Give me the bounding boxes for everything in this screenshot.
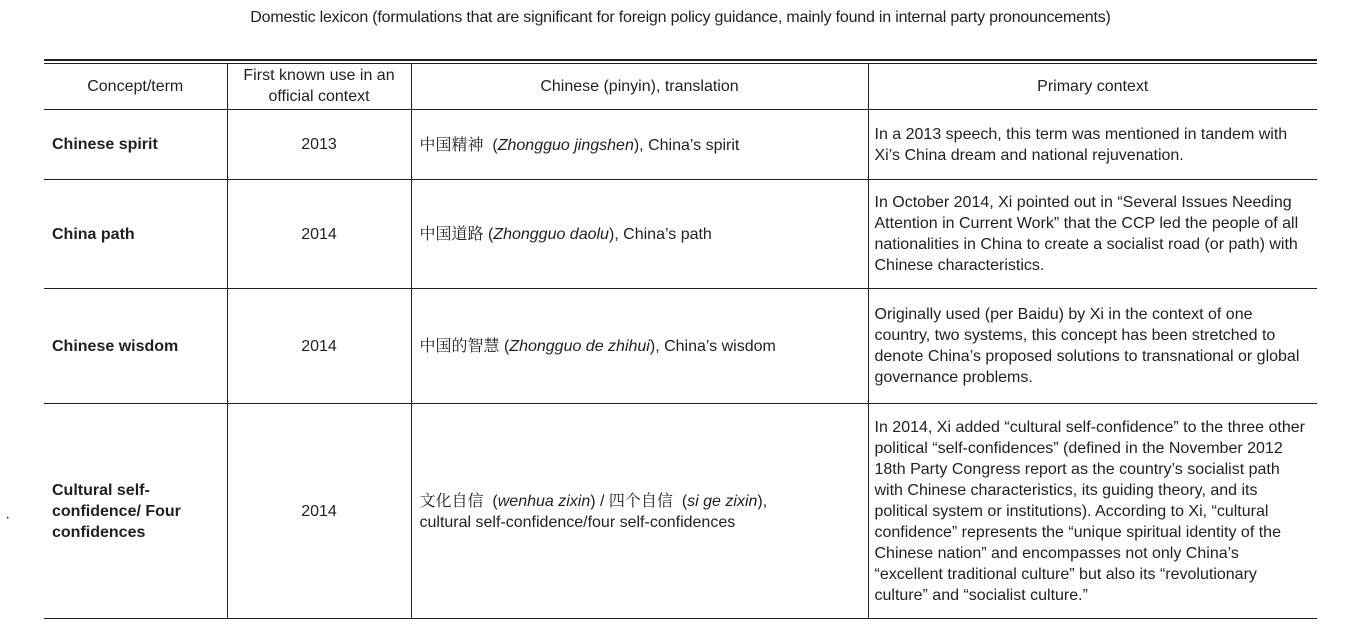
year-cell: 2014 bbox=[227, 180, 411, 289]
chinese-cell: 中国道路 (Zhongguo daolu), China’s path bbox=[411, 180, 868, 289]
chinese-characters: 中国的智慧 bbox=[419, 336, 500, 355]
header-row bbox=[44, 63, 1317, 110]
context-cell: In October 2014, Xi pointed out in “Several Issues Needing Attention in Current Work” that the CCP led the people of all nationalities in China to create a socialist road (or path) with Chinese characteristics. bbox=[868, 180, 1317, 289]
chinese-cell: 中国的智慧 (Zhongguo de zhihui), China’s wisdom bbox=[411, 289, 868, 404]
context-cell: In a 2013 speech, this term was mentioned in tandem with Xi’s China dream and national rejuvenation. bbox=[868, 110, 1317, 180]
year-cell: 2013 bbox=[227, 110, 411, 180]
context-cell: In 2014, Xi added “cultural self-confidence” to the three other political “self-confidences” (defined in the November 2012 18th Party Congress report as the country’s socialist path with Chinese characteristics, its guiding theory, and its political system or institutions). According to Xi, “cultural confidence” represents the “unique spiritual identity of the Chinese nation” and encompasses not only China’s “excellent traditional culture” but also its “revolutionary culture” and “socialist culture.” bbox=[868, 404, 1317, 619]
term-cell: China path bbox=[44, 180, 227, 289]
translation: , China’s spirit bbox=[639, 136, 740, 154]
chinese-characters-2: 四个自信 bbox=[608, 490, 673, 510]
lexicon-table-wrapper bbox=[44, 59, 1317, 619]
term-cell bbox=[44, 404, 227, 619]
header-first-use-text: First known use in an official context bbox=[243, 67, 395, 105]
header-first-use bbox=[227, 63, 411, 110]
chinese-characters: 文化自信 bbox=[419, 490, 484, 510]
translation: , China’s path bbox=[614, 226, 712, 243]
pinyin: Zhongguo daolu bbox=[493, 226, 609, 243]
pinyin: Zhongguo de zhihui bbox=[509, 338, 650, 355]
table-row bbox=[44, 404, 1317, 619]
year-cell: 2014 bbox=[227, 289, 411, 404]
table-row bbox=[44, 180, 1317, 289]
translation: , China’s wisdom bbox=[655, 338, 776, 355]
pinyin: wenhua zixin bbox=[497, 492, 591, 510]
table-row bbox=[44, 110, 1317, 180]
chinese-cell: 中国精神 (Zhongguo jingshen), China’s spirit bbox=[411, 110, 868, 180]
term-cell: Chinese wisdom bbox=[44, 289, 227, 404]
term-text: Cultural self-confidence/ Four confidences bbox=[52, 481, 181, 541]
header-concept: Concept/term bbox=[44, 63, 227, 110]
header-context: Primary context bbox=[868, 63, 1317, 110]
context-cell: Originally used (per Baidu) by Xi in the context of one country, two systems, this concept has been stretched to denote China’s proposed solutions to transnational or global governance problems. bbox=[868, 289, 1317, 404]
header-chinese: Chinese (pinyin), translation bbox=[411, 63, 868, 110]
table-row bbox=[44, 289, 1317, 404]
pinyin-2: si ge zixin bbox=[687, 492, 758, 510]
chinese-characters: 中国道路 bbox=[419, 224, 484, 243]
year-cell: 2014 bbox=[227, 404, 411, 619]
chinese-characters: 中国精神 bbox=[419, 134, 484, 154]
chinese-cell: 文化自信 (wenhua zixin) / 四个自信 (si ge zixin), cultural self-confidence/four self-confidences bbox=[411, 404, 868, 619]
term-cell: Chinese spirit bbox=[44, 110, 227, 180]
lexicon-table bbox=[44, 63, 1317, 619]
table-caption: Domestic lexicon (formulations that are significant for foreign policy guidance, mainly found in internal party pronouncements) bbox=[250, 9, 1111, 26]
translation: cultural self-confidence/four self-confidences bbox=[419, 513, 736, 531]
pinyin: Zhongguo jingshen bbox=[497, 136, 634, 154]
stray-mark: · bbox=[5, 509, 11, 526]
